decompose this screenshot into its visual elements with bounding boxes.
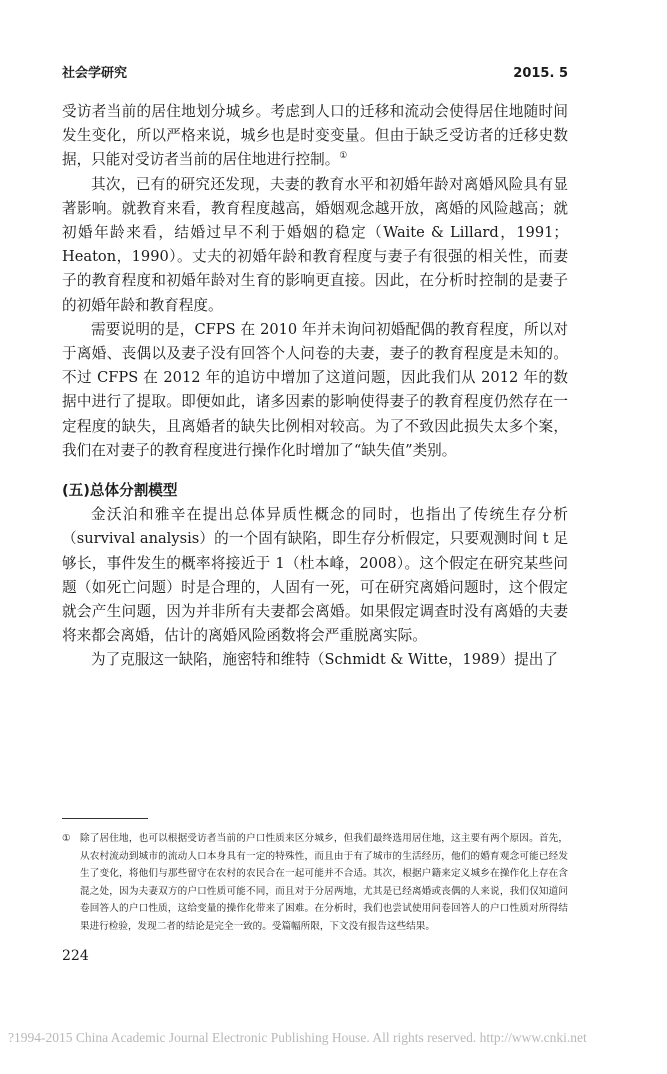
issue-number: 2015. 5	[513, 66, 568, 81]
paragraph: 其次，已有的研究还发现，夫妻的教育水平和初婚年龄对离婚风险具有显著影响。就教育来看，教育程度越高，婚姻观念越开放，离婚的风险越高；就初婚年龄来看，结婚过早不利于婚姻的稳定（Waite & Lillard，1991；Heaton，1990）。丈夫的初婚年龄和教育程度与妻子有很强的相关性，而妻子的教育程度和初婚年龄对生育的影响更直接。因此，在分析时控制的是妻子的初婚年龄和教育程度。	[62, 175, 568, 314]
footnote-text: 除了居住地，也可以根据受访者当前的户口性质来区分城乡，但我们最终选用居住地，这主要有两个原因。首先，从农村流动到城市的流动人口本身具有一定的特殊性，而且由于有了城市的生活经历，他们的婚育观念可能已经发生了变化，将他们与那些留守在农村的农民合在一起可能并不合适。其次，根据户籍来定义城乡在操作化上存在含混之处，因为夫妻双方的户口性质可能不同，而且对于分居两地，尤其是已经离婚或丧偶的人来说，我们仅知道问卷回答人的户口性质，这给变量的操作化带来了困难。在分析时，我们也尝试使用问卷回答人的户口性质对所得结果进行检验，发现二者的结论是完全一致的。受篇幅所限，下文没有报告这些结果。	[80, 833, 568, 932]
section-heading: (五)总体分割模型	[62, 482, 178, 500]
page-number: 224	[62, 948, 89, 964]
running-header	[62, 62, 568, 81]
paragraph: 需要说明的是，CFPS 在 2010 年并未询问初婚配偶的教育程度，所以对于离婚、丧偶以及妻子没有回答个人问卷的夫妻，妻子的教育程度是未知的。不过 CFPS 在 2012 年的追访中增加了这道问题，因此我们从 2012 年的数据中进行了提取。即便如此，诸多因素的影响使得妻子的教育程度仍然存在一定程度的缺失，且离婚者的缺失比例相对较高。为了不致因此损失太多个案，我们在对妻子的教育程度进行操作化时增加了“缺失值”类别。	[62, 320, 568, 459]
main-text	[62, 100, 568, 673]
footnote-reference[interactable]: ①	[339, 151, 348, 162]
paragraph: 为了克服这一缺陷，施密特和维特（Schmidt & Witte，1989）提出了	[91, 651, 558, 669]
footnote-divider	[62, 818, 148, 819]
journal-title: 社会学研究	[62, 66, 128, 81]
footnote-mark: ①	[62, 833, 71, 844]
copyright-notice: ?1994-2015 China Academic Journal Electronic Publishing House. All rights reserved. http://www.cnki.net	[8, 1030, 587, 1045]
paragraph-text: 受访者当前的居住地划分城乡。考虑到人口的迁移和流动会使得居住地随时间发生变化，所以严格来说，城乡也是时变变量。但由于缺乏受访者的迁移史数据，只能对受访者当前的居住地进行控制。	[62, 103, 568, 169]
paragraph: 金沃泊和雅辛在提出总体异质性概念的同时，也指出了传统生存分析（survival analysis）的一个固有缺陷，即生存分析假定，只要观测时间 t 足够长，事件发生的概率将接近于 1（杜本峰，2008）。这个假定在研究某些问题（如死亡问题）时是合理的，人固有一死，可在研究离婚问题时，这个假定就会产生问题，因为并非所有夫妻都会离婚。如果假定调查时没有离婚的夫妻将来都会离婚，估计的离婚风险函数将会严重脱离实际。	[62, 506, 568, 645]
footnote	[62, 830, 568, 936]
paragraph	[62, 100, 568, 173]
